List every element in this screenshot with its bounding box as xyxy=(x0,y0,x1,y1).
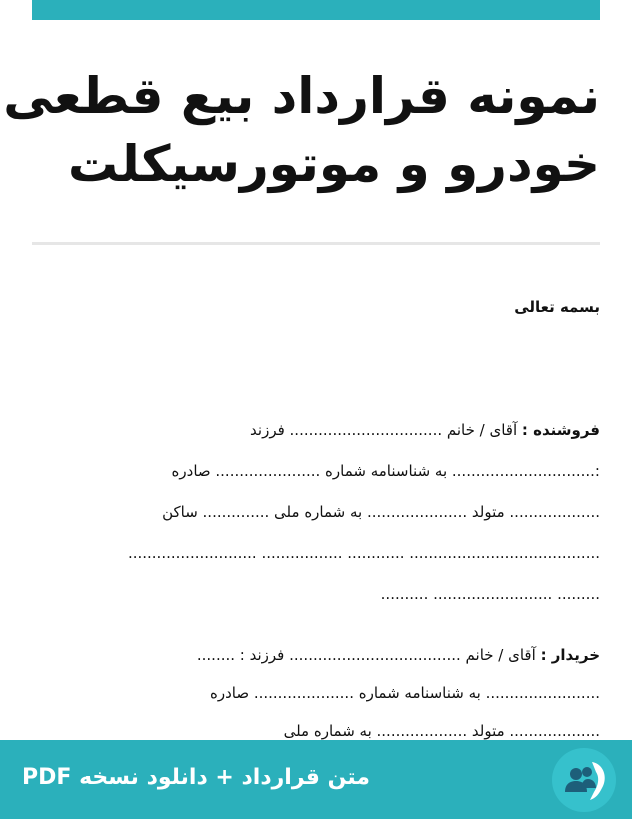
page-title xyxy=(3,62,600,198)
seller-section xyxy=(32,414,600,619)
seller-line-3: ................... متولد ..................... به شماره ملی .............. ساکن xyxy=(162,503,600,521)
download-banner[interactable] xyxy=(0,740,632,819)
document-heading: بسمه تعالی xyxy=(514,298,600,316)
seller-label: فروشنده : xyxy=(521,421,600,439)
buyer-line-3: ................... متولد ................... به شماره ملی xyxy=(283,722,600,740)
users-chat-icon xyxy=(552,748,616,812)
buyer-label: خریدار : xyxy=(540,646,600,664)
seller-line-5: ......... ......................... .......... xyxy=(380,585,600,603)
page-title-line-2: خودرو و موتورسیکلت xyxy=(67,135,600,193)
top-accent-bar xyxy=(32,0,600,20)
page-title-line-1: نمونه قرارداد بیع قطعی xyxy=(3,67,600,125)
seller-line-2: :.............................. به شناسنامه شماره ...................... صادره xyxy=(171,462,600,480)
seller-line-1-text: آقای / خانم ................................ فرزند xyxy=(250,421,518,439)
seller-line-4: ........................................ ............ ................. ........................... xyxy=(127,544,600,562)
users-chat-icon-graphic xyxy=(552,748,616,812)
corner-mark xyxy=(3,806,9,814)
contract-body xyxy=(32,292,600,753)
seller-line-1 xyxy=(32,414,600,455)
buyer-line-1 xyxy=(32,639,600,677)
buyer-line-1-text: آقای / خانم .................................... فرزند : ........ xyxy=(196,646,536,664)
buyer-line-2: ........................ به شناسنامه شماره ..................... صادره xyxy=(209,684,600,702)
title-divider xyxy=(32,242,600,245)
download-cta-text[interactable]: متن قرارداد + دانلود نسخه PDF xyxy=(22,765,370,790)
buyer-section xyxy=(32,639,600,753)
